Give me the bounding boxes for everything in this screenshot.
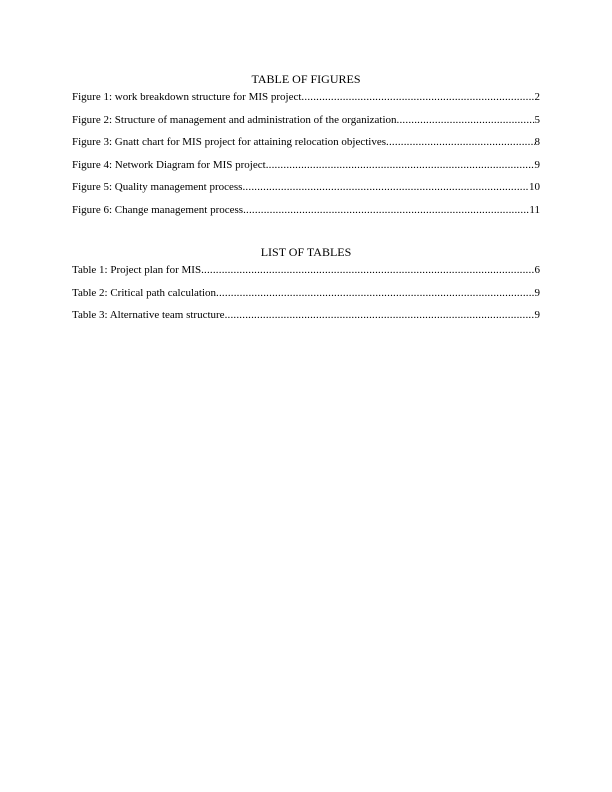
entry-page-number: 9 (534, 286, 540, 299)
figure-entry[interactable] (72, 90, 540, 113)
table-entry[interactable] (72, 308, 540, 331)
list-of-tables-heading: LIST OF TABLES (260, 245, 352, 259)
dot-leader (397, 113, 535, 127)
entry-title: Table 1: Project plan for MIS (72, 264, 202, 276)
entry-title: Figure 5: Quality management process (72, 181, 243, 193)
table-entry[interactable] (72, 286, 540, 309)
table-of-figures-heading: TABLE OF FIGURES (251, 72, 361, 86)
entry-page-number: 10 (529, 181, 540, 193)
dot-leader (386, 135, 534, 149)
dot-leader (243, 203, 529, 217)
entry-page-number: 8 (534, 136, 540, 148)
table-of-figures (72, 71, 540, 225)
tables-list (72, 263, 540, 331)
dot-leader (266, 158, 535, 172)
dot-leader (301, 90, 534, 104)
dot-leader (242, 180, 529, 194)
list-of-tables (72, 244, 540, 331)
entry-title: Figure 1: work breakdown structure for MIS project (72, 91, 302, 103)
dot-leader (216, 286, 534, 300)
table-entry[interactable] (72, 263, 540, 286)
entry-page-number: 2 (534, 91, 540, 103)
entry-page-number: 6 (534, 264, 540, 276)
dot-leader (201, 263, 534, 277)
entry-title: Figure 4: Network Diagram for MIS project (72, 158, 266, 171)
figure-entry[interactable] (72, 203, 540, 226)
figure-entry[interactable] (72, 180, 540, 203)
entry-title: Figure 2: Structure of management and administration of the organization (72, 113, 397, 126)
entry-page-number: 5 (534, 113, 540, 126)
entry-title: Table 3: Alternative team structure (72, 309, 225, 321)
figure-entry[interactable] (72, 113, 540, 136)
figures-list (72, 90, 540, 225)
figure-entry[interactable] (72, 135, 540, 158)
entry-page-number: 9 (534, 158, 540, 171)
entry-page-number: 11 (529, 203, 540, 216)
figure-entry[interactable] (72, 158, 540, 181)
entry-title: Figure 6: Change management process (72, 203, 244, 216)
dot-leader (225, 308, 535, 322)
entry-title: Figure 3: Gnatt chart for MIS project for attaining relocation objectives (72, 136, 387, 148)
entry-title: Table 2: Critical path calculation (72, 286, 217, 299)
entry-page-number: 9 (534, 309, 540, 321)
